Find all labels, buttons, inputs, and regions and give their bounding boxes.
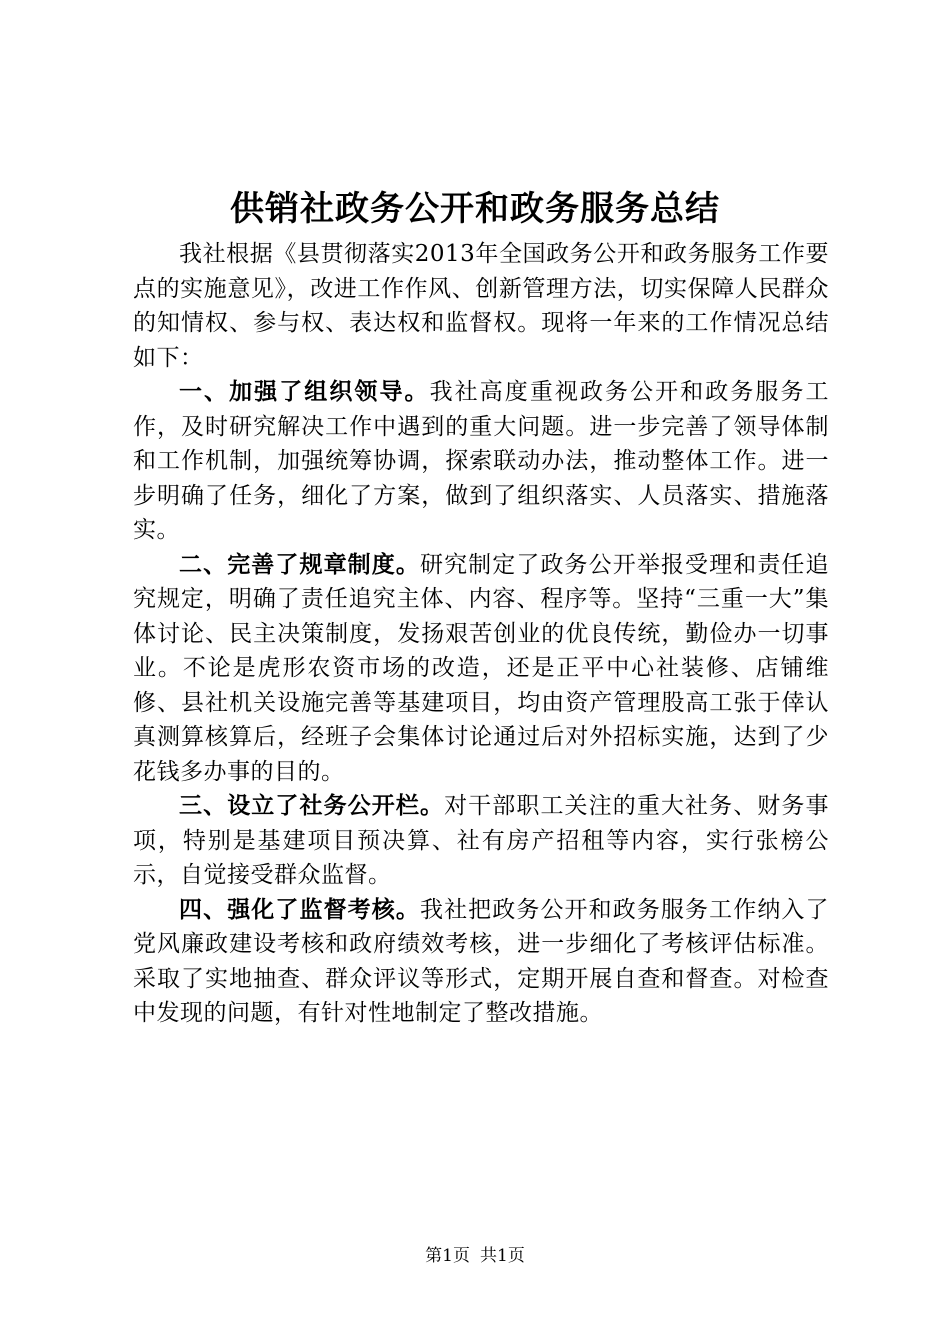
page-footer — [0, 1244, 950, 1268]
page-number-total: 共1页 — [480, 1246, 525, 1266]
page-number-current: 第1页 — [425, 1246, 470, 1266]
section-paragraph-4 — [133, 893, 829, 1031]
section-text-3: 对干部职工关注的重大社务、财务事项，特别是基建项目预决算、社有房产招租等内容，实行张榜公示，自觉接受群众监督。 — [133, 793, 830, 888]
section-paragraph-2 — [133, 548, 829, 790]
section-heading-4: 四、强化了监督考核。 — [179, 896, 420, 923]
section-heading-1: 一、加强了组织领导。 — [179, 379, 430, 405]
section-heading-2: 二、完善了规章制度。 — [179, 551, 420, 578]
section-text-4: 我社把政务公开和政务服务工作纳入了党风廉政建设考核和政府绩效考核，进一步细化了考核评估标准。采取了实地抽查、群众评议等形式，定期开展自查和督查。对检查中发现的问题，有针对性地制定了整改措施。 — [133, 896, 830, 1026]
section-heading-3: 三、设立了社务公开栏。 — [179, 793, 445, 819]
document-title: 供销社政务公开和政务服务总结 — [230, 189, 720, 229]
section-text-2: 研究制定了政务公开举报受理和责任追究规定，明确了责任追究主体、内容、程序等。坚持“三重一大”集体讨论、民主决策制度，发扬艰苦创业的优良传统，勤俭办一切事业。不论是虎形农资市场的改造，还是正平中心社装修、店铺维修、县社机关设施完善等基建项目，均由资产管理股高工张于倖认真测算核算后，经班子会集体讨论通过后对外招标实施，达到了少花钱多办事的目的。 — [133, 551, 830, 785]
section-paragraph-1 — [133, 375, 829, 548]
document-body — [133, 237, 829, 1031]
section-text-1: 我社高度重视政务公开和政务服务工作，及时研究解决工作中遇到的重大问题。进一步完善了领导体制和工作机制，加强统筹协调，探索联动办法，推动整体工作。进一步明确了任务，细化了方案，做到了组织落实、人员落实、措施落实。 — [133, 379, 830, 543]
section-paragraph-3 — [133, 789, 829, 893]
intro-paragraph: 我社根据《县贯彻落实2013年全国政务公开和政务服务工作要点的实施意见》，改进工作作风、创新管理方法，切实保障人民群众的知情权、参与权、表达权和监督权。现将一年来的工作情况总结如下： — [133, 241, 829, 371]
